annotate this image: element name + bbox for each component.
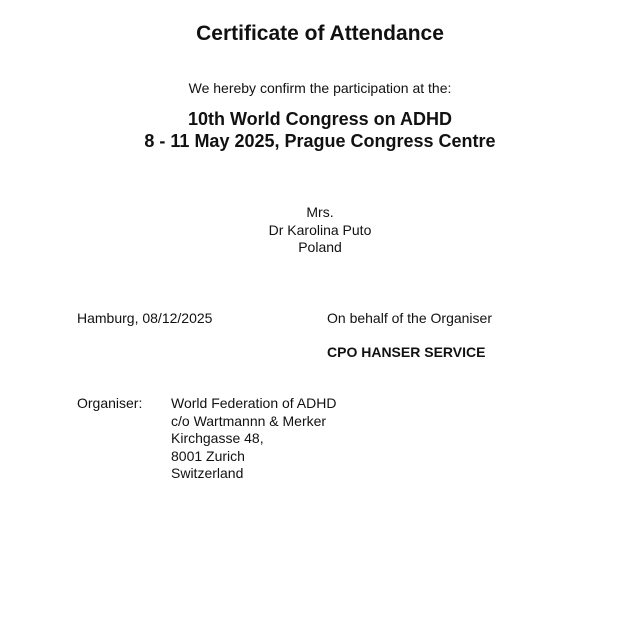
place-and-date: Hamburg, 08/12/2025	[77, 310, 213, 326]
organiser-address-line: c/o Wartmannn & Merker	[171, 412, 327, 429]
organiser-address-line: Kirchgasse 48,	[171, 430, 264, 446]
organiser-address-line: World Federation of ADHD	[171, 395, 337, 411]
event-name: 10th World Congress on ADHD	[187, 109, 452, 129]
participant-country: Poland	[298, 239, 342, 255]
participant-salutation: Mrs.	[306, 204, 334, 220]
organiser-company: CPO HANSER SERVICE	[327, 344, 486, 360]
event-dates-venue: 8 - 11 May 2025, Prague Congress Centre	[144, 131, 496, 151]
participant-name: Dr Karolina Puto	[268, 221, 372, 238]
organiser-label: Organiser:	[77, 395, 143, 411]
organiser-address	[171, 395, 336, 483]
participant-block	[0, 204, 640, 257]
on-behalf-label: On behalf of the Organiser	[327, 310, 492, 326]
confirmation-text: We hereby confirm the participation at the:	[188, 80, 452, 96]
event-block	[0, 108, 640, 152]
organiser-address-line: Switzerland	[171, 465, 244, 481]
certificate-title: Certificate of Attendance	[196, 22, 444, 45]
organiser-address-line: 8001 Zurich	[171, 447, 245, 464]
